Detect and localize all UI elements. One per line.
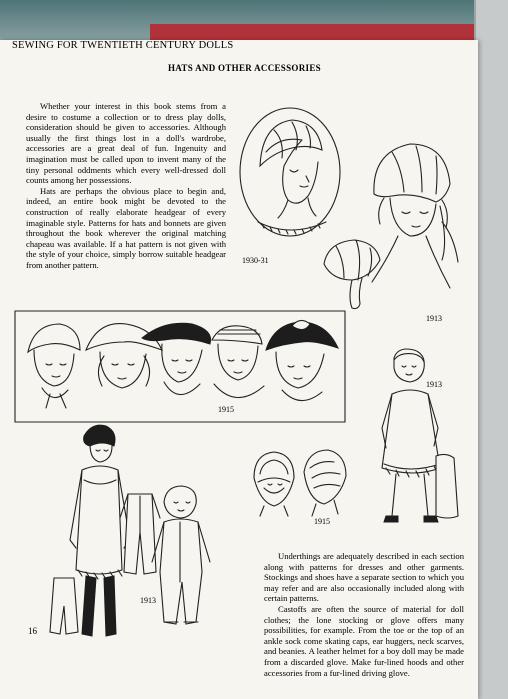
- hat-figure-5: [266, 320, 338, 400]
- girl-in-slip-illustration: [370, 348, 462, 534]
- intro-text: [26, 101, 226, 271]
- hat-figure-3: [142, 323, 211, 394]
- outro-paragraph-2: Castoffs are often the source of material for doll clothes; the lone stocking or glove offers many possibilities, for example. From the toe or the top of an ankle sock come skating caps, ear huggers, neck scarves, and beanies. A leather helmet for a boy doll may be made from a discarded glove. Make fur-lined hoods and other accessories from a fur-lined driving glove.: [264, 603, 464, 678]
- hat-figure-1: [28, 324, 80, 408]
- knickers: [50, 578, 78, 634]
- outro-paragraph-1: Underthings are adequately described in each section along with patterns for dresses and other garments. Stockings and shoes have a separate section to which you may refer and are also occasionally included along with certain patterns.: [264, 551, 464, 604]
- running-head: SEWING FOR TWENTIETH CENTURY DOLLS: [12, 40, 234, 51]
- caption-underwear-figures: 1913: [140, 596, 156, 605]
- bonnet-side: [304, 450, 346, 516]
- caption-bonnet-girl: 1913: [426, 314, 442, 323]
- page-number: 16: [28, 626, 37, 636]
- bonnet-front: [254, 452, 294, 516]
- caption-cloche-medallion: 1930-31: [242, 256, 269, 265]
- underwear-figures-illustration: [40, 422, 230, 652]
- hat-figure-4: [212, 326, 264, 398]
- section-title: HATS AND OTHER ACCESSORIES: [168, 63, 321, 73]
- hat-styles-band-illustration: [14, 310, 348, 424]
- bonnet-girl-illustration: [318, 132, 468, 312]
- union-suit: [120, 494, 160, 574]
- lady-in-chemise: [70, 425, 130, 636]
- baby-bonnets-illustration: [250, 448, 350, 518]
- caption-baby-bonnets: 1915: [314, 517, 330, 526]
- small-boy: [152, 486, 210, 624]
- intro-paragraph-1: Whether your interest in this book stems from a desire to costume a collection or to dress play dolls, consideration should be given to accessories. Although usually the first things lost in a doll's wardrobe, accessories are a great deal of fun. Ingenuity and imagination must be called upon to invent many of the tiny personal oddments which every well-dressed doll counts among her possessions.: [26, 101, 226, 186]
- outro-text: [264, 551, 464, 678]
- intro-paragraph-2: Hats are perhaps the obvious place to begin and, indeed, an entire book might be devoted to the construction of really elaborate headgear of every imaginable style. Patterns for hats and bonnets are given throughout the book wherever the original matching chapeau was available. If a hat pattern is not given with the style of your choice, simply borrow suitable headgear from another pattern.: [26, 185, 226, 270]
- caption-hat-band: 1915: [218, 405, 234, 414]
- caption-slip-girl: 1913: [426, 380, 442, 389]
- facing-page-edge: [474, 0, 508, 699]
